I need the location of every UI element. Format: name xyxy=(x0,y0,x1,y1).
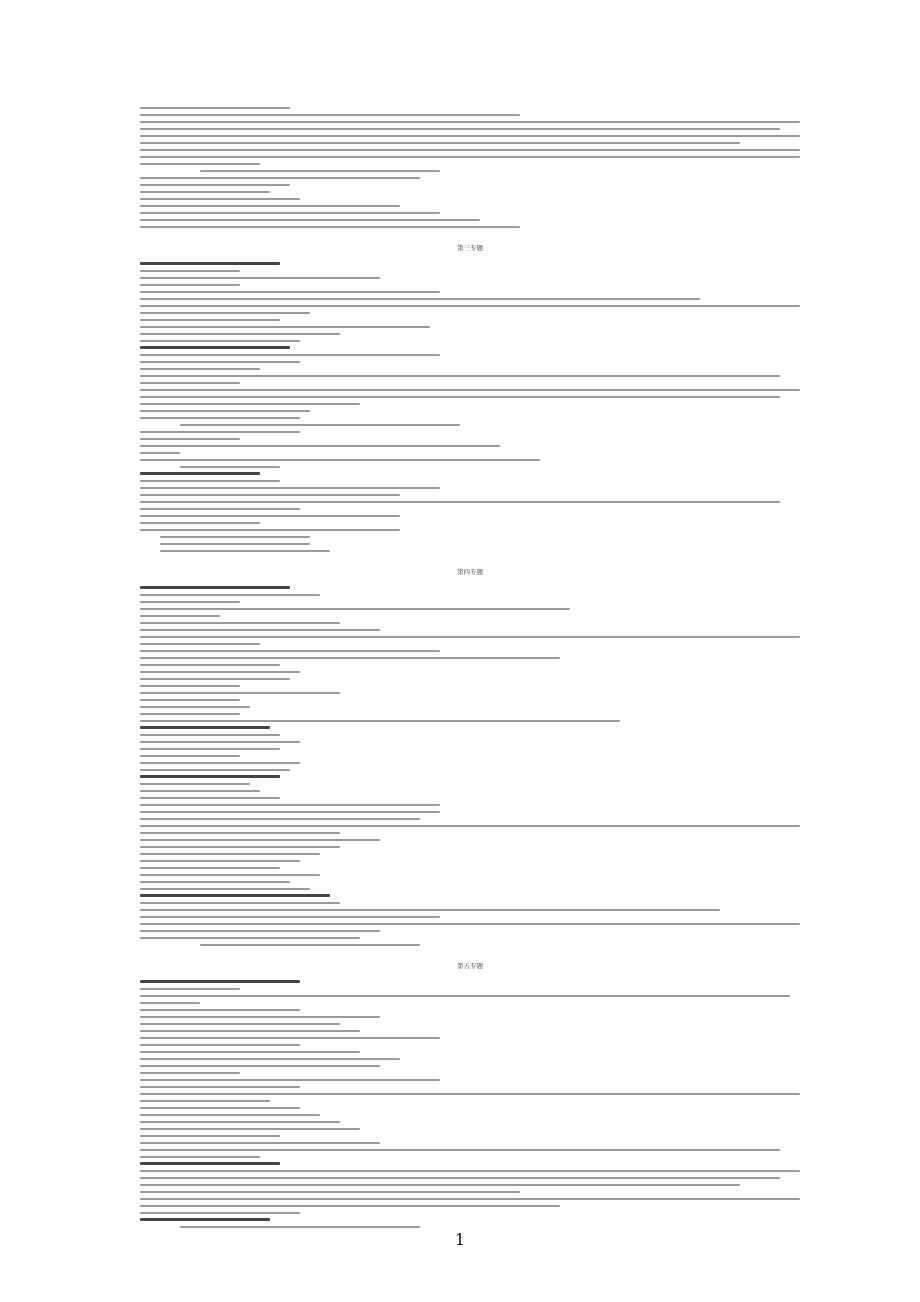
text-line xyxy=(140,675,800,682)
text-line xyxy=(140,885,800,892)
text-line xyxy=(140,731,800,738)
text-line xyxy=(140,337,800,344)
text-line xyxy=(140,1209,800,1216)
section-3-body xyxy=(140,260,800,554)
section-title-5: 第五专题 xyxy=(457,961,483,970)
text-line xyxy=(140,421,800,428)
text-line xyxy=(140,139,800,146)
text-line xyxy=(140,626,800,633)
text-line xyxy=(140,1034,800,1041)
text-line xyxy=(140,1048,800,1055)
text-line xyxy=(140,1160,800,1167)
text-line xyxy=(140,899,800,906)
text-line xyxy=(140,407,800,414)
section-title-3: 第三专题 xyxy=(457,243,483,252)
text-line xyxy=(140,132,800,139)
text-line xyxy=(140,209,800,216)
text-line xyxy=(140,111,800,118)
text-line xyxy=(140,1104,800,1111)
text-line xyxy=(140,864,800,871)
text-line xyxy=(140,449,800,456)
text-line xyxy=(140,843,800,850)
text-line xyxy=(140,1139,800,1146)
text-line xyxy=(140,146,800,153)
text-line xyxy=(140,992,800,999)
text-line xyxy=(140,985,800,992)
text-line xyxy=(140,829,800,836)
text-line xyxy=(140,181,800,188)
text-line xyxy=(140,512,800,519)
text-line xyxy=(140,160,800,167)
text-line xyxy=(140,153,800,160)
text-line xyxy=(140,358,800,365)
text-line xyxy=(140,584,800,591)
text-line xyxy=(140,745,800,752)
text-line xyxy=(140,787,800,794)
text-line xyxy=(140,759,800,766)
text-line xyxy=(140,260,800,267)
text-line xyxy=(140,498,800,505)
text-line xyxy=(140,393,800,400)
text-line xyxy=(140,717,800,724)
text-line xyxy=(140,766,800,773)
text-line xyxy=(140,780,800,787)
section-title-4: 第四专题 xyxy=(457,567,483,576)
text-line xyxy=(140,1223,800,1230)
text-line xyxy=(140,1076,800,1083)
text-line xyxy=(140,302,800,309)
text-line xyxy=(140,379,800,386)
text-line xyxy=(140,696,800,703)
text-line xyxy=(140,999,800,1006)
text-line xyxy=(140,167,800,174)
section-5-body xyxy=(140,978,800,1230)
text-line xyxy=(140,414,800,421)
text-line xyxy=(140,1125,800,1132)
text-line xyxy=(140,1188,800,1195)
text-line xyxy=(140,978,800,985)
text-line xyxy=(140,316,800,323)
text-line xyxy=(140,794,800,801)
text-line xyxy=(140,857,800,864)
text-line xyxy=(140,519,800,526)
text-line xyxy=(140,526,800,533)
text-line xyxy=(140,1083,800,1090)
text-line xyxy=(140,267,800,274)
text-line xyxy=(140,591,800,598)
page-number: 1 xyxy=(454,1230,466,1249)
text-line xyxy=(140,1097,800,1104)
text-line xyxy=(140,654,800,661)
text-line xyxy=(140,871,800,878)
text-line xyxy=(140,1069,800,1076)
text-line xyxy=(140,1041,800,1048)
text-line xyxy=(140,188,800,195)
text-line xyxy=(140,913,800,920)
text-line xyxy=(140,1146,800,1153)
text-line xyxy=(140,682,800,689)
text-line xyxy=(140,1006,800,1013)
text-line xyxy=(140,477,800,484)
text-line xyxy=(140,491,800,498)
text-line xyxy=(140,223,800,230)
text-line xyxy=(140,1195,800,1202)
text-line xyxy=(140,216,800,223)
text-line xyxy=(140,104,800,111)
text-line xyxy=(140,640,800,647)
text-line xyxy=(140,738,800,745)
text-line xyxy=(140,633,800,640)
text-line xyxy=(140,330,800,337)
text-line xyxy=(140,1013,800,1020)
text-line xyxy=(140,801,800,808)
document-body xyxy=(140,104,800,1230)
text-line xyxy=(140,1111,800,1118)
text-line xyxy=(140,927,800,934)
text-line xyxy=(140,125,800,132)
text-line xyxy=(140,1027,800,1034)
text-line xyxy=(140,463,800,470)
text-line xyxy=(140,598,800,605)
text-line xyxy=(140,372,800,379)
text-line xyxy=(140,281,800,288)
text-line xyxy=(140,1181,800,1188)
text-line xyxy=(140,533,800,540)
text-line xyxy=(140,435,800,442)
text-line xyxy=(140,1132,800,1139)
text-line xyxy=(140,547,800,554)
text-line xyxy=(140,295,800,302)
text-line xyxy=(140,605,800,612)
text-line xyxy=(140,470,800,477)
text-line xyxy=(140,1062,800,1069)
text-line xyxy=(140,1174,800,1181)
text-line xyxy=(140,442,800,449)
text-line xyxy=(140,661,800,668)
text-line xyxy=(140,941,800,948)
text-line xyxy=(140,505,800,512)
text-line xyxy=(140,1090,800,1097)
intro-paragraphs xyxy=(140,104,800,230)
section-4-body xyxy=(140,584,800,948)
text-line xyxy=(140,647,800,654)
text-line xyxy=(140,724,800,731)
text-line xyxy=(140,1118,800,1125)
text-line xyxy=(140,484,800,491)
text-line xyxy=(140,689,800,696)
text-line xyxy=(140,934,800,941)
text-line xyxy=(140,1153,800,1160)
text-line xyxy=(140,920,800,927)
text-line xyxy=(140,400,800,407)
text-line xyxy=(140,612,800,619)
text-line xyxy=(140,668,800,675)
text-line xyxy=(140,288,800,295)
text-line xyxy=(140,118,800,125)
text-line xyxy=(140,1055,800,1062)
text-line xyxy=(140,815,800,822)
text-line xyxy=(140,344,800,351)
text-line xyxy=(140,850,800,857)
text-line xyxy=(140,309,800,316)
text-line xyxy=(140,710,800,717)
text-line xyxy=(140,836,800,843)
text-line xyxy=(140,822,800,829)
text-line xyxy=(140,773,800,780)
text-line xyxy=(140,386,800,393)
text-line xyxy=(140,351,800,358)
text-line xyxy=(140,752,800,759)
text-line xyxy=(140,1216,800,1223)
text-line xyxy=(140,1202,800,1209)
text-line xyxy=(140,274,800,281)
text-line xyxy=(140,195,800,202)
text-line xyxy=(140,892,800,899)
text-line xyxy=(140,456,800,463)
text-line xyxy=(140,703,800,710)
text-line xyxy=(140,906,800,913)
text-line xyxy=(140,878,800,885)
text-line xyxy=(140,323,800,330)
text-line xyxy=(140,202,800,209)
text-line xyxy=(140,174,800,181)
text-line xyxy=(140,1020,800,1027)
text-line xyxy=(140,1167,800,1174)
text-line xyxy=(140,365,800,372)
text-line xyxy=(140,540,800,547)
text-line xyxy=(140,808,800,815)
text-line xyxy=(140,619,800,626)
text-line xyxy=(140,428,800,435)
